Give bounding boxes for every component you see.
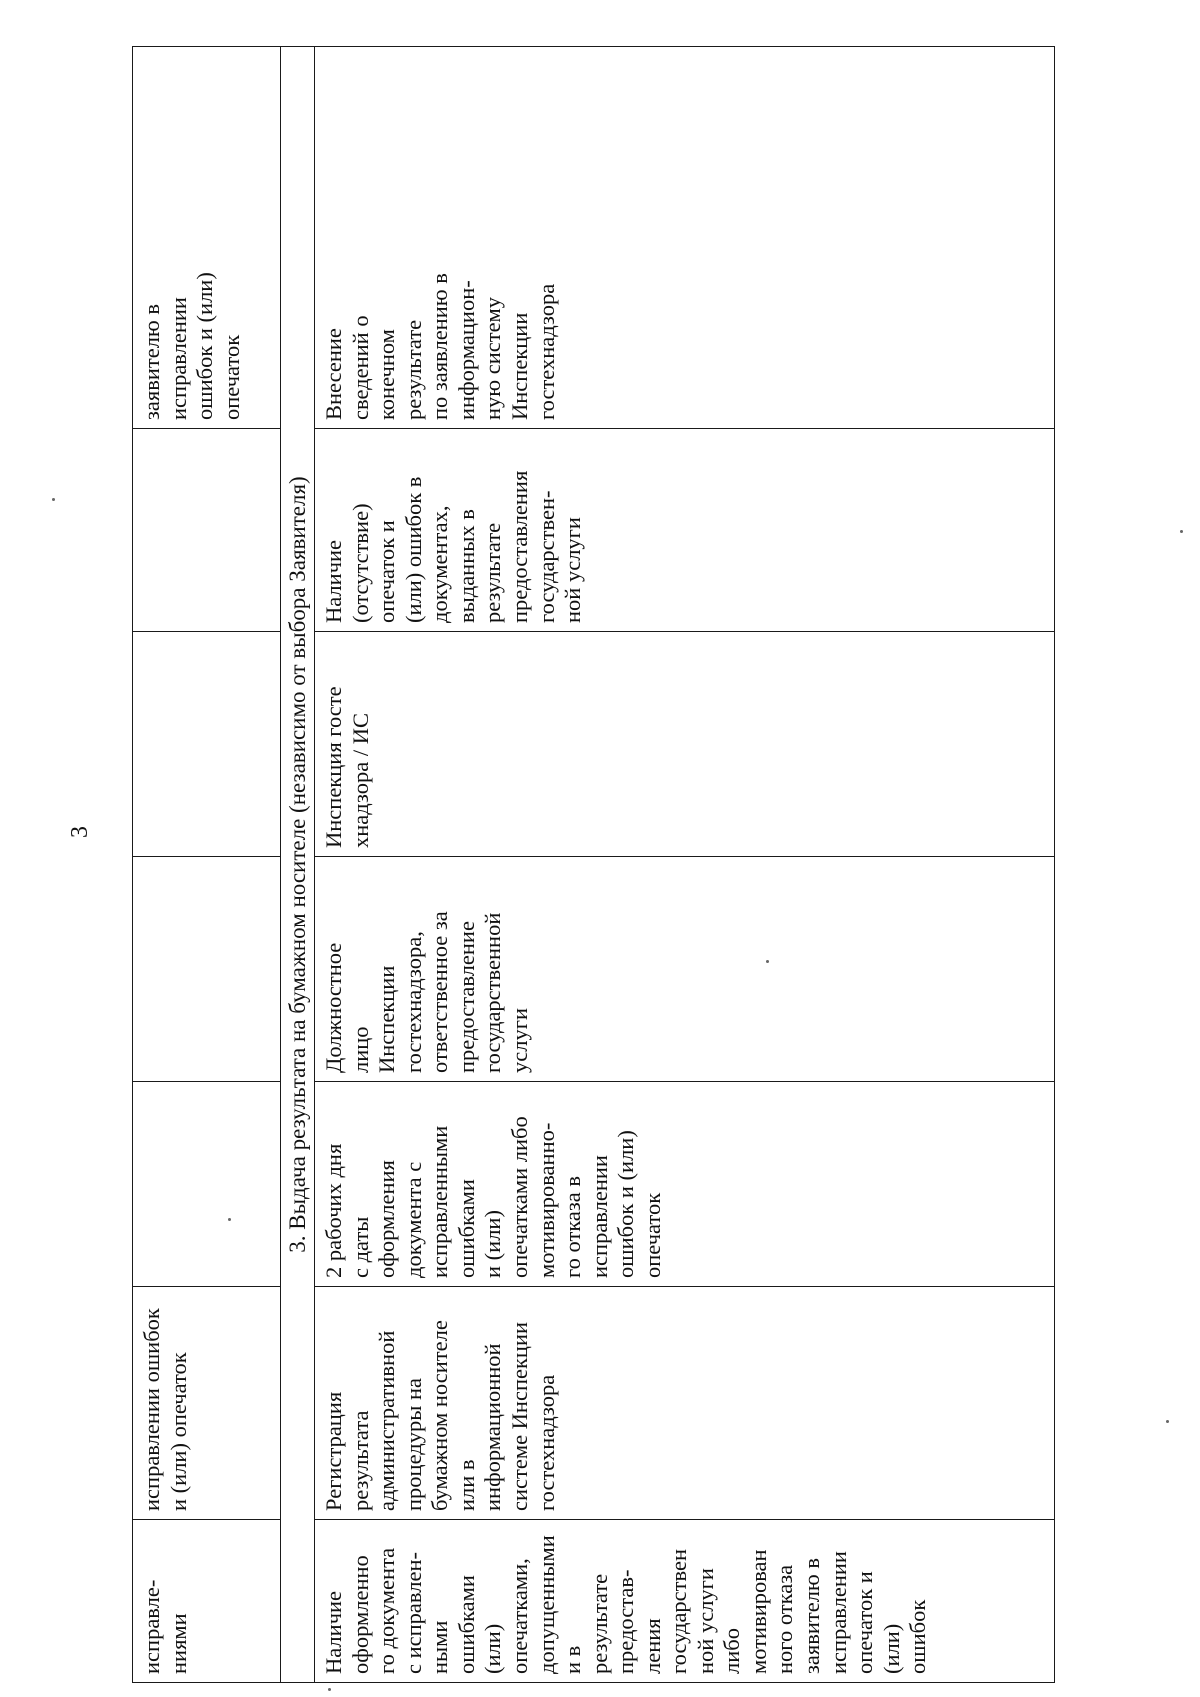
section-header: 3. Выдача результата на бумажном носителе (независимо от выбора Заявителя): [281, 47, 315, 1683]
table-cell: [133, 429, 281, 632]
page-number: 3: [67, 826, 93, 838]
table-row-continued: [133, 47, 281, 1683]
scan-speck: [766, 960, 769, 963]
table-cell: [315, 429, 1055, 632]
table-cell: [133, 47, 281, 429]
table-cell: [315, 1082, 1055, 1287]
cell-text: Наличие оформленно го документа с исправлен- ными ошибками (или) опечатками, допущенными и в результате предостав- ления государствен ной услуги либо мотивирован ного отказа заявителю в исправлении опечаток и (или) ошибок: [321, 1535, 931, 1674]
cell-text: исправлении ошибок и (или) опечаток: [139, 1308, 191, 1511]
cell-text: Наличие (отсутствие) опечаток и (или) ошибок в документах, выданных в результате предоставления государствен- ной услуги: [321, 470, 586, 623]
scan-speck: [52, 498, 55, 501]
table-cell: [133, 1082, 281, 1287]
cell-text: 2 рабочих дня с даты оформления документа с исправленными ошибками и (или) опечатками либо мотивированно- го отказа в исправлении ошибок и (или) опечаток: [321, 1116, 665, 1278]
procedure-table: [132, 46, 1055, 1683]
table-row-main: [315, 47, 1055, 1683]
cell-text: исправле- ниями: [139, 1579, 191, 1674]
cell-text: заявителю в исправлении ошибок и (или) опечаток: [139, 272, 244, 420]
table-cell: [133, 857, 281, 1082]
cell-text: Внесение сведений о конечном результате по заявлению в информацион- ную систему Инспекции гостехнадзора: [321, 273, 559, 420]
scan-speck: [1180, 530, 1183, 533]
table-cell: [315, 632, 1055, 857]
cell-text: Инспекция госте хнадзора / ИС: [321, 686, 373, 848]
table-cell: [133, 632, 281, 857]
cell-text: Должностное лицо Инспекции гостехнадзора, ответственное за предоставление государственной услуги: [321, 911, 532, 1073]
table-cell: [133, 1287, 281, 1520]
table-cell: [315, 1520, 1055, 1683]
cell-text: Регистрация результата административной процедуры на бумажном носителе или в информационной системе Инспекции гостехнадзора: [321, 1320, 559, 1511]
table-cell: [315, 1287, 1055, 1520]
table-cell: [315, 857, 1055, 1082]
table-cell: [133, 1520, 281, 1683]
rotated-table-container: [132, 47, 1054, 1683]
table-cell: [315, 47, 1055, 429]
scan-speck: [228, 1218, 231, 1221]
scan-speck: [328, 1688, 331, 1691]
section-header-row: [281, 47, 315, 1683]
scan-speck: [1166, 1420, 1169, 1423]
